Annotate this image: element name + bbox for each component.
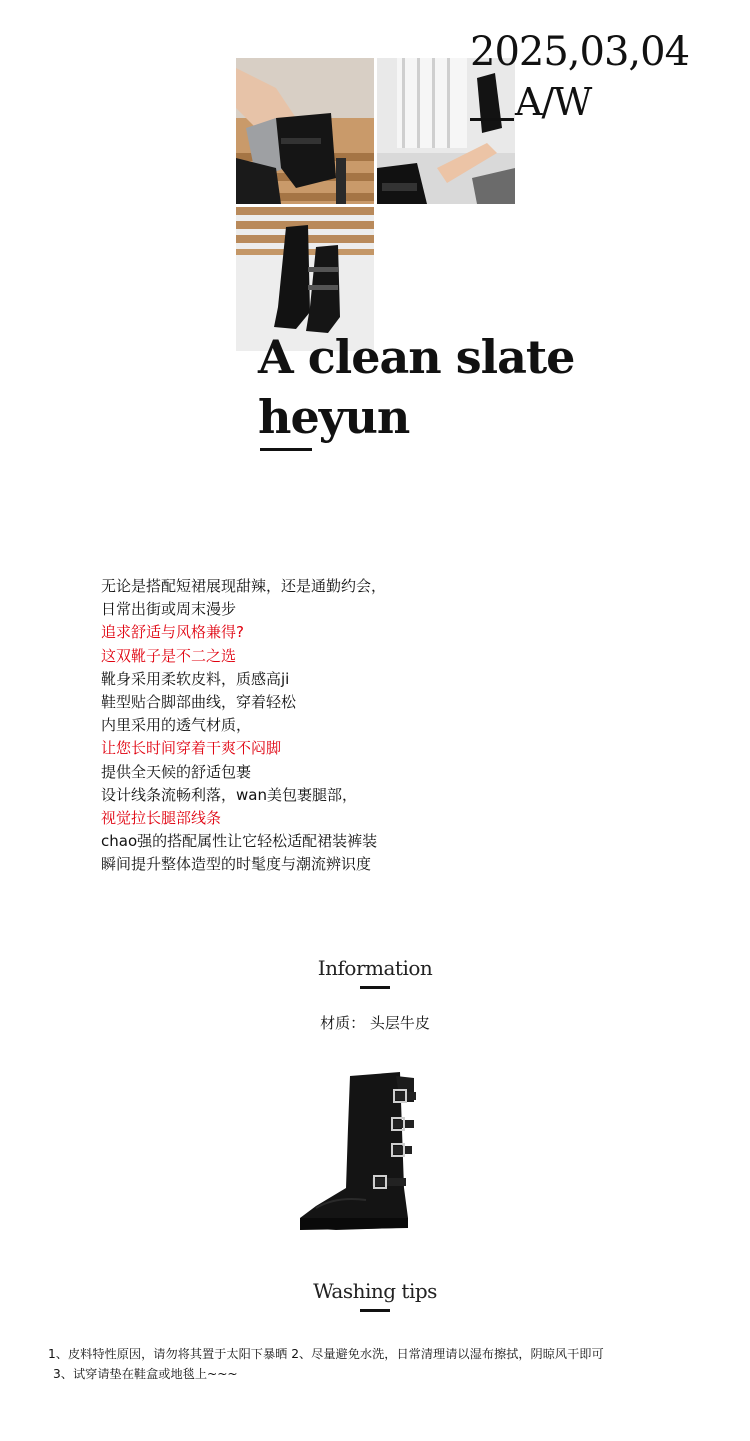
description-line: 设计线条流畅利落，wan美包裹腿部， [101, 785, 357, 804]
washing-tips-text [48, 1344, 604, 1384]
description-line: 日常出街或周末漫步 [101, 600, 237, 619]
description-line-highlight: 追求舒适与风格兼得? [101, 623, 244, 642]
washing-tip-line: 3、试穿请垫在鞋盒或地毯上~~~ [53, 1367, 238, 1381]
description-line: 靴身采用柔软皮料，质感高ji [101, 669, 290, 688]
washing-tips-underline [360, 1309, 390, 1312]
description-line: 无论是搭配短裙展现甜辣，还是通勤约会， [101, 577, 387, 595]
model-on-sofa-photo [377, 58, 515, 204]
headline-line-1: A clean slate [258, 330, 575, 384]
information-underline [360, 986, 390, 989]
headline-brand: heyun [258, 390, 410, 444]
material-label: 材质： 头层牛皮 [320, 1014, 430, 1032]
description-line: 提供全天候的舒适包裹 [101, 762, 252, 781]
description-line: 瞬间提升整体造型的时髦度与潮流辨识度 [101, 855, 372, 874]
washing-tips-title: Washing tips [313, 1279, 437, 1303]
description-line-highlight: 这双靴子是不二之选 [101, 646, 237, 665]
description-line: 鞋型贴合脚部曲线，穿着轻松 [101, 693, 297, 712]
season-underline [470, 118, 514, 121]
boot-product-image [296, 1068, 426, 1238]
description-line-highlight: 视觉拉长腿部线条 [101, 809, 222, 828]
description-line: chao强的搭配属性让它轻松适配裙装裤装 [101, 832, 378, 851]
season-label: A/W [515, 80, 592, 124]
headline-underline [260, 448, 312, 451]
product-description [101, 575, 386, 877]
information-title: Information [317, 956, 433, 980]
description-line: 内里采用的透气材质， [101, 716, 252, 735]
date-label: 2025,03,04 [470, 29, 690, 75]
washing-tip-line: 1、皮料特性原因，请勿将其置于太阳下暴晒 2、尽量避免水洗，日常清理请以湿布擦拭，阴晾风干即可 [48, 1347, 604, 1361]
description-line-highlight: 让您长时间穿着干爽不闷脚 [101, 739, 282, 758]
boots-on-bench-photo [236, 58, 374, 204]
